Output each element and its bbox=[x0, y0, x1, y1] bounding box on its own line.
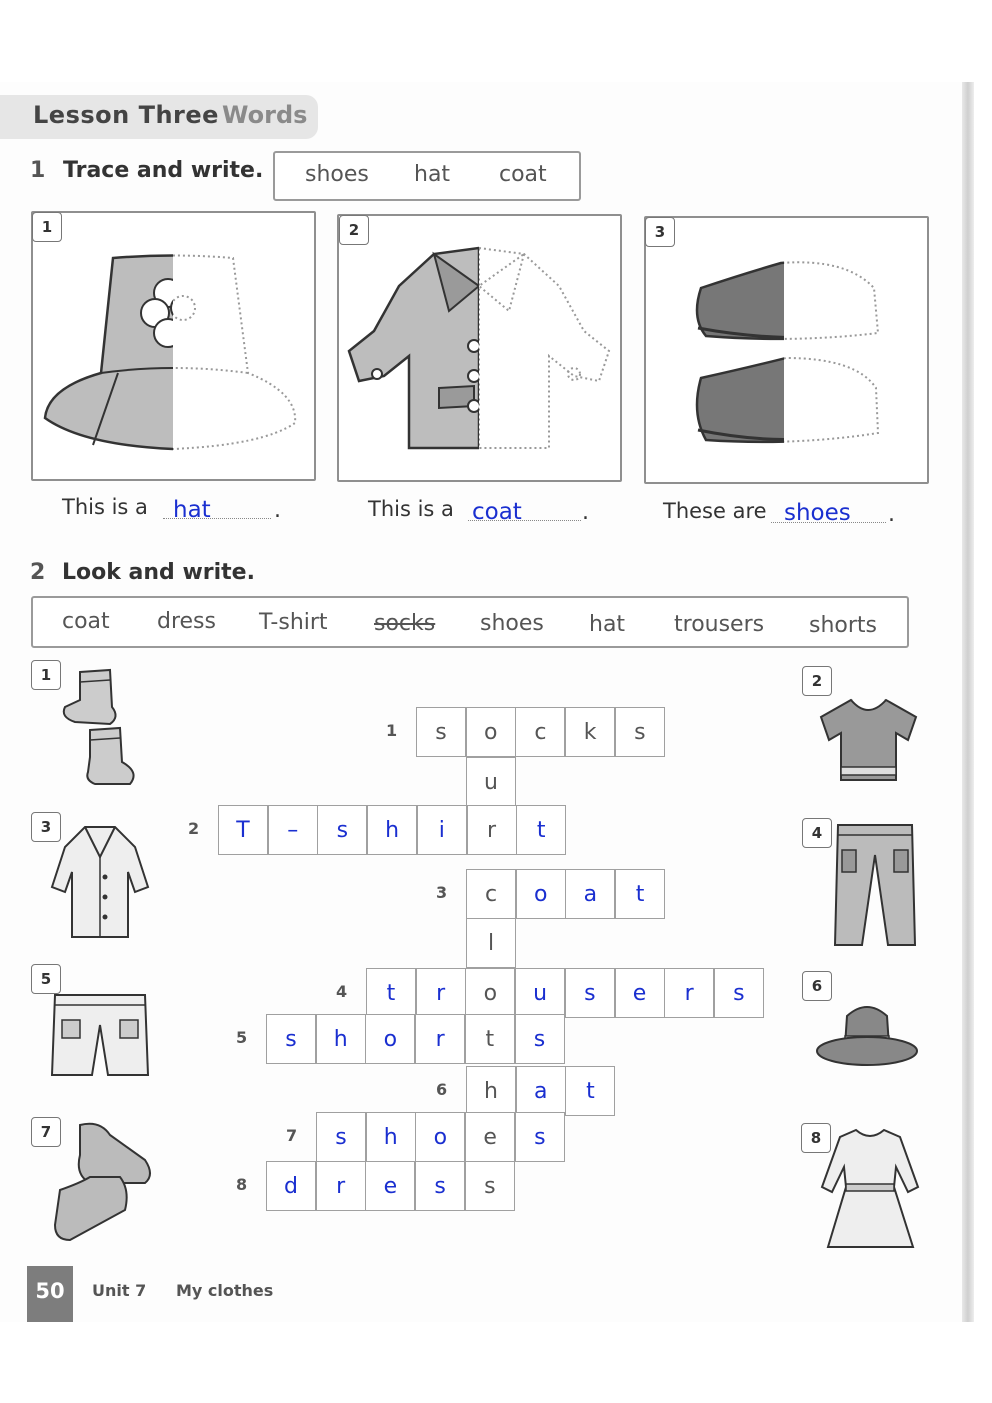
crossword-cell[interactable]: h bbox=[366, 1112, 416, 1162]
sentence-prefix: This is a bbox=[368, 497, 454, 521]
picture-number: 5 bbox=[31, 964, 61, 994]
crossword-clue-number: 4 bbox=[336, 982, 348, 1001]
picture-number: 6 bbox=[802, 971, 832, 1001]
crossword-cell[interactable]: d bbox=[266, 1161, 316, 1211]
panel-number: 3 bbox=[645, 217, 675, 247]
unit-topic: My clothes bbox=[176, 1281, 274, 1300]
crossword-cell[interactable]: r bbox=[415, 1014, 465, 1064]
crossword-cell[interactable]: o bbox=[415, 1112, 465, 1162]
crossword-cell[interactable]: h bbox=[316, 1014, 366, 1064]
hat-icon bbox=[33, 213, 314, 479]
crossword-cell[interactable]: t bbox=[366, 968, 416, 1018]
crossword-cell[interactable]: c bbox=[515, 707, 565, 757]
crossword-cell[interactable]: o bbox=[516, 869, 566, 919]
crossword-cell[interactable]: s bbox=[317, 805, 367, 855]
crossword-cell[interactable]: e bbox=[465, 1112, 515, 1162]
panel-number: 2 bbox=[339, 215, 369, 245]
dress-icon bbox=[818, 1122, 923, 1252]
crossword-clue-number: 2 bbox=[188, 819, 200, 838]
exercise-2-instruction: Look and write. bbox=[62, 560, 255, 585]
crossword-cell[interactable]: u bbox=[466, 757, 516, 807]
picture-number: 1 bbox=[31, 660, 61, 690]
crossword-cell[interactable]: s bbox=[266, 1014, 316, 1064]
shoes-icon bbox=[50, 1115, 155, 1250]
word-bank-item-crossed: socks bbox=[374, 611, 436, 636]
crossword-cell[interactable]: s bbox=[565, 968, 615, 1018]
crossword-cell[interactable]: o bbox=[465, 968, 515, 1018]
crossword-clue-number: 1 bbox=[386, 721, 398, 740]
word-bank-item: coat bbox=[62, 609, 110, 634]
crossword-cell[interactable]: s bbox=[515, 1112, 565, 1162]
crossword-cell[interactable]: s bbox=[714, 968, 764, 1018]
picture-number: 3 bbox=[31, 812, 61, 842]
shoes-icon bbox=[646, 218, 927, 482]
picture-number: 7 bbox=[31, 1117, 61, 1147]
crossword-cell[interactable]: h bbox=[367, 805, 417, 855]
crossword-cell[interactable]: T bbox=[218, 805, 268, 855]
answer-coat: coat bbox=[472, 499, 522, 525]
crossword-cell[interactable]: t bbox=[565, 1066, 615, 1116]
socks-icon bbox=[50, 662, 150, 792]
crossword-cell[interactable]: – bbox=[268, 805, 318, 855]
word-bank-item: hat bbox=[414, 162, 451, 187]
page-spine bbox=[962, 82, 974, 1322]
hat-icon bbox=[815, 996, 920, 1076]
crossword-cell[interactable]: c bbox=[466, 869, 516, 919]
crossword-clue-number: 8 bbox=[236, 1175, 248, 1194]
answer-hat: hat bbox=[173, 497, 211, 523]
page-number: 50 bbox=[27, 1266, 73, 1322]
sentence-prefix: This is a bbox=[62, 495, 148, 519]
crossword-cell[interactable]: s bbox=[465, 1161, 515, 1211]
tshirt-icon bbox=[816, 695, 921, 785]
crossword-cell[interactable]: a bbox=[565, 869, 615, 919]
crossword-cell[interactable]: s bbox=[515, 1014, 565, 1064]
word-bank-item: trousers bbox=[674, 612, 765, 637]
sentence-end: . bbox=[582, 500, 589, 525]
sentence-end: . bbox=[888, 502, 895, 527]
crossword-clue-number: 3 bbox=[436, 883, 448, 902]
word-bank-item: shoes bbox=[480, 611, 544, 636]
crossword-cell[interactable]: e bbox=[615, 968, 665, 1018]
word-bank-item: shoes bbox=[305, 162, 369, 187]
picture-number: 4 bbox=[802, 818, 832, 848]
exercise-1-instruction: Trace and write. bbox=[63, 158, 264, 183]
answer-shoes: shoes bbox=[784, 500, 851, 526]
crossword-cell[interactable]: t bbox=[615, 869, 665, 919]
picture-number: 8 bbox=[801, 1123, 831, 1153]
lesson-subtitle: Words bbox=[222, 101, 308, 129]
crossword-cell[interactable]: s bbox=[415, 1161, 465, 1211]
word-bank-item: shorts bbox=[809, 613, 877, 638]
trace-panel-hat bbox=[31, 211, 316, 481]
trace-panel-coat bbox=[337, 214, 622, 482]
coat-icon bbox=[339, 216, 620, 480]
panel-number: 1 bbox=[32, 212, 62, 242]
crossword-cell[interactable]: r bbox=[416, 968, 466, 1018]
crossword-cell[interactable]: s bbox=[416, 707, 466, 757]
crossword-cell[interactable]: r bbox=[467, 805, 517, 855]
exercise-2-number: 2 bbox=[30, 560, 46, 585]
crossword-cell[interactable]: o bbox=[466, 707, 516, 757]
word-bank-item: coat bbox=[499, 162, 547, 187]
picture-number: 2 bbox=[802, 666, 832, 696]
crossword-cell[interactable]: t bbox=[516, 805, 566, 855]
crossword-cell[interactable]: s bbox=[316, 1112, 366, 1162]
crossword-cell[interactable]: r bbox=[664, 968, 714, 1018]
crossword-cell[interactable]: t bbox=[465, 1014, 515, 1064]
crossword-cell[interactable]: u bbox=[515, 968, 565, 1018]
crossword-cell[interactable]: l bbox=[466, 918, 516, 968]
crossword-cell[interactable]: e bbox=[365, 1161, 415, 1211]
crossword-clue-number: 7 bbox=[286, 1126, 298, 1145]
crossword-cell[interactable]: h bbox=[466, 1066, 516, 1116]
crossword-cell[interactable]: r bbox=[316, 1161, 366, 1211]
word-bank-item: hat bbox=[589, 612, 626, 637]
unit-label: Unit 7 bbox=[92, 1281, 147, 1300]
sentence-prefix: These are bbox=[663, 499, 767, 523]
trousers-icon bbox=[830, 820, 920, 950]
crossword-clue-number: 6 bbox=[436, 1080, 448, 1099]
exercise-1-number: 1 bbox=[30, 158, 46, 183]
word-bank-item: dress bbox=[157, 609, 216, 634]
crossword-cell[interactable]: a bbox=[516, 1066, 566, 1116]
crossword-cell[interactable]: k bbox=[565, 707, 615, 757]
trace-panel-shoes bbox=[644, 216, 929, 484]
crossword-cell[interactable]: s bbox=[615, 707, 665, 757]
crossword-clue-number: 5 bbox=[236, 1028, 248, 1047]
shorts-icon bbox=[50, 990, 150, 1080]
crossword-cell[interactable]: i bbox=[417, 805, 467, 855]
lesson-title: Lesson Three bbox=[33, 101, 219, 129]
word-bank-item: T-shirt bbox=[259, 610, 328, 635]
sentence-end: . bbox=[274, 498, 281, 523]
coat-icon bbox=[50, 822, 150, 942]
crossword-cell[interactable]: o bbox=[365, 1014, 415, 1064]
